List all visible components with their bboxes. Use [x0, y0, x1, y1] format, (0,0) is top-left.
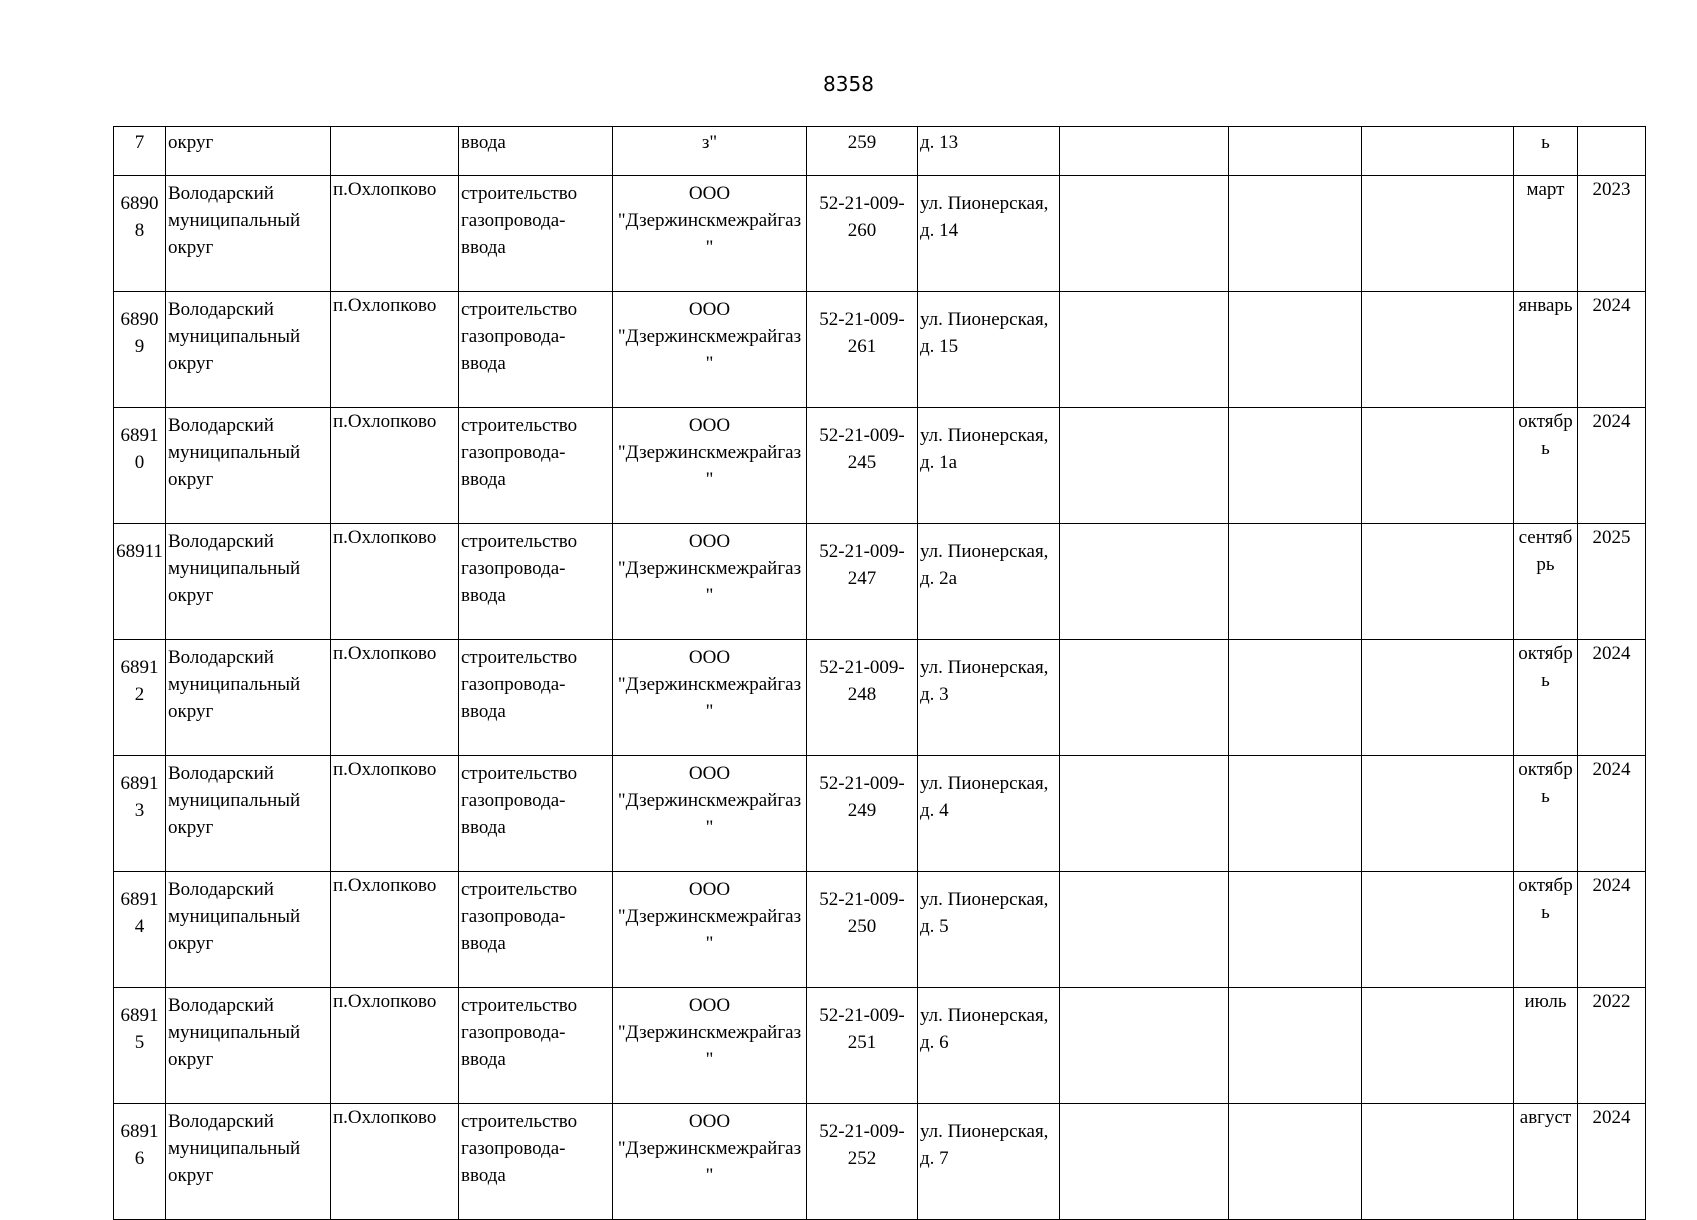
empty-cell [1229, 872, 1362, 988]
address-cell: ул. Пионерская, д. 6 [918, 988, 1060, 1104]
district-cell: Володарский муниципальный округ [166, 176, 331, 292]
table-row [114, 176, 1646, 292]
code-cell: 52-21-009-250 [807, 872, 918, 988]
contractor-cell: ООО "Дзержинскмежрайгаз" [613, 176, 807, 292]
settlement-cell: п.Охлопково [331, 176, 459, 292]
empty-cell [1229, 176, 1362, 292]
settlement-cell: п.Охлопково [331, 872, 459, 988]
year-cell: 2024 [1578, 1104, 1646, 1220]
year-cell: 2022 [1578, 988, 1646, 1104]
address-cell: ул. Пионерская, д. 1а [918, 408, 1060, 524]
empty-cell [1060, 292, 1229, 408]
empty-cell [1229, 408, 1362, 524]
row-number: 7 [114, 127, 166, 176]
empty-cell [1362, 408, 1514, 524]
district-cell: округ [166, 127, 331, 176]
work-type-cell: строительство газопровода-ввода [459, 1104, 613, 1220]
settlement-cell: п.Охлопково [331, 756, 459, 872]
month-cell: март [1514, 176, 1578, 292]
month-cell: сентябрь [1514, 524, 1578, 640]
table-row [114, 988, 1646, 1104]
contractor-cell: ООО "Дзержинскмежрайгаз" [613, 640, 807, 756]
empty-cell [1060, 524, 1229, 640]
month-cell: октябрь [1514, 756, 1578, 872]
district-cell: Володарский муниципальный округ [166, 756, 331, 872]
month-cell: январь [1514, 292, 1578, 408]
work-type-cell: строительство газопровода-ввода [459, 988, 613, 1104]
district-cell: Володарский муниципальный округ [166, 524, 331, 640]
code-cell: 52-21-009-261 [807, 292, 918, 408]
table-row [114, 292, 1646, 408]
empty-cell [1060, 756, 1229, 872]
empty-cell [1362, 756, 1514, 872]
district-cell: Володарский муниципальный округ [166, 408, 331, 524]
empty-cell [1060, 176, 1229, 292]
district-cell: Володарский муниципальный округ [166, 988, 331, 1104]
settlement-cell: п.Охлопково [331, 640, 459, 756]
empty-cell [1229, 988, 1362, 1104]
empty-cell [1362, 988, 1514, 1104]
code-cell: 52-21-009-249 [807, 756, 918, 872]
address-cell: ул. Пионерская, д. 2а [918, 524, 1060, 640]
year-cell [1578, 127, 1646, 176]
settlement-cell: п.Охлопково [331, 988, 459, 1104]
code-cell: 52-21-009-252 [807, 1104, 918, 1220]
address-cell: ул. Пионерская, д. 14 [918, 176, 1060, 292]
contractor-cell: ООО "Дзержинскмежрайгаз" [613, 988, 807, 1104]
page-number: 8358 [823, 72, 874, 96]
row-number: 68908 [114, 176, 166, 292]
settlement-cell: п.Охлопково [331, 524, 459, 640]
work-type-cell: строительство газопровода-ввода [459, 292, 613, 408]
empty-cell [1229, 756, 1362, 872]
table-row [114, 756, 1646, 872]
year-cell: 2025 [1578, 524, 1646, 640]
year-cell: 2024 [1578, 292, 1646, 408]
row-number: 68912 [114, 640, 166, 756]
year-cell: 2024 [1578, 640, 1646, 756]
table-row [114, 640, 1646, 756]
district-cell: Володарский муниципальный округ [166, 640, 331, 756]
code-cell: 52-21-009-251 [807, 988, 918, 1104]
empty-cell [1362, 127, 1514, 176]
row-number: 68913 [114, 756, 166, 872]
address-cell: ул. Пионерская, д. 4 [918, 756, 1060, 872]
address-cell: ул. Пионерская, д. 3 [918, 640, 1060, 756]
empty-cell [1060, 408, 1229, 524]
row-number: 68911 [114, 524, 166, 640]
settlement-cell: п.Охлопково [331, 1104, 459, 1220]
row-number: 68910 [114, 408, 166, 524]
code-cell: 52-21-009-248 [807, 640, 918, 756]
row-number: 68916 [114, 1104, 166, 1220]
empty-cell [1060, 1104, 1229, 1220]
settlement-cell: п.Охлопково [331, 292, 459, 408]
row-number: 68914 [114, 872, 166, 988]
month-cell: июль [1514, 988, 1578, 1104]
work-type-cell: строительство газопровода-ввода [459, 524, 613, 640]
address-cell: д. 13 [918, 127, 1060, 176]
code-cell: 52-21-009-260 [807, 176, 918, 292]
district-cell: Володарский муниципальный округ [166, 292, 331, 408]
code-cell: 52-21-009-245 [807, 408, 918, 524]
gasification-register-table [113, 126, 1646, 1220]
empty-cell [1362, 640, 1514, 756]
empty-cell [1060, 127, 1229, 176]
empty-cell [1060, 872, 1229, 988]
contractor-cell: ООО "Дзержинскмежрайгаз" [613, 408, 807, 524]
work-type-cell: ввода [459, 127, 613, 176]
empty-cell [1229, 640, 1362, 756]
code-cell: 259 [807, 127, 918, 176]
month-cell: октябрь [1514, 872, 1578, 988]
empty-cell [1362, 524, 1514, 640]
empty-cell [1362, 292, 1514, 408]
contractor-cell: ООО "Дзержинскмежрайгаз" [613, 872, 807, 988]
address-cell: ул. Пионерская, д. 15 [918, 292, 1060, 408]
district-cell: Володарский муниципальный округ [166, 872, 331, 988]
empty-cell [1362, 176, 1514, 292]
month-cell: ь [1514, 127, 1578, 176]
work-type-cell: строительство газопровода-ввода [459, 756, 613, 872]
month-cell: октябрь [1514, 408, 1578, 524]
year-cell: 2024 [1578, 872, 1646, 988]
month-cell: август [1514, 1104, 1578, 1220]
row-number: 68915 [114, 988, 166, 1104]
contractor-cell: ООО "Дзержинскмежрайгаз" [613, 1104, 807, 1220]
month-cell: октябрь [1514, 640, 1578, 756]
contractor-cell: з" [613, 127, 807, 176]
address-cell: ул. Пионерская, д. 5 [918, 872, 1060, 988]
empty-cell [1229, 292, 1362, 408]
table-body [114, 127, 1646, 1220]
contractor-cell: ООО "Дзержинскмежрайгаз" [613, 524, 807, 640]
empty-cell [1060, 988, 1229, 1104]
district-cell: Володарский муниципальный округ [166, 1104, 331, 1220]
empty-cell [1229, 1104, 1362, 1220]
empty-cell [1229, 524, 1362, 640]
work-type-cell: строительство газопровода-ввода [459, 176, 613, 292]
table-row-continuation [114, 127, 1646, 176]
table-row [114, 1104, 1646, 1220]
table-row [114, 408, 1646, 524]
contractor-cell: ООО "Дзержинскмежрайгаз" [613, 756, 807, 872]
table-row [114, 524, 1646, 640]
code-cell: 52-21-009-247 [807, 524, 918, 640]
empty-cell [1362, 872, 1514, 988]
work-type-cell: строительство газопровода-ввода [459, 872, 613, 988]
table-row [114, 872, 1646, 988]
row-number: 68909 [114, 292, 166, 408]
work-type-cell: строительство газопровода-ввода [459, 640, 613, 756]
year-cell: 2024 [1578, 756, 1646, 872]
settlement-cell [331, 127, 459, 176]
address-cell: ул. Пионерская, д. 7 [918, 1104, 1060, 1220]
work-type-cell: строительство газопровода-ввода [459, 408, 613, 524]
year-cell: 2023 [1578, 176, 1646, 292]
empty-cell [1362, 1104, 1514, 1220]
empty-cell [1060, 640, 1229, 756]
empty-cell [1229, 127, 1362, 176]
contractor-cell: ООО "Дзержинскмежрайгаз" [613, 292, 807, 408]
settlement-cell: п.Охлопково [331, 408, 459, 524]
year-cell: 2024 [1578, 408, 1646, 524]
